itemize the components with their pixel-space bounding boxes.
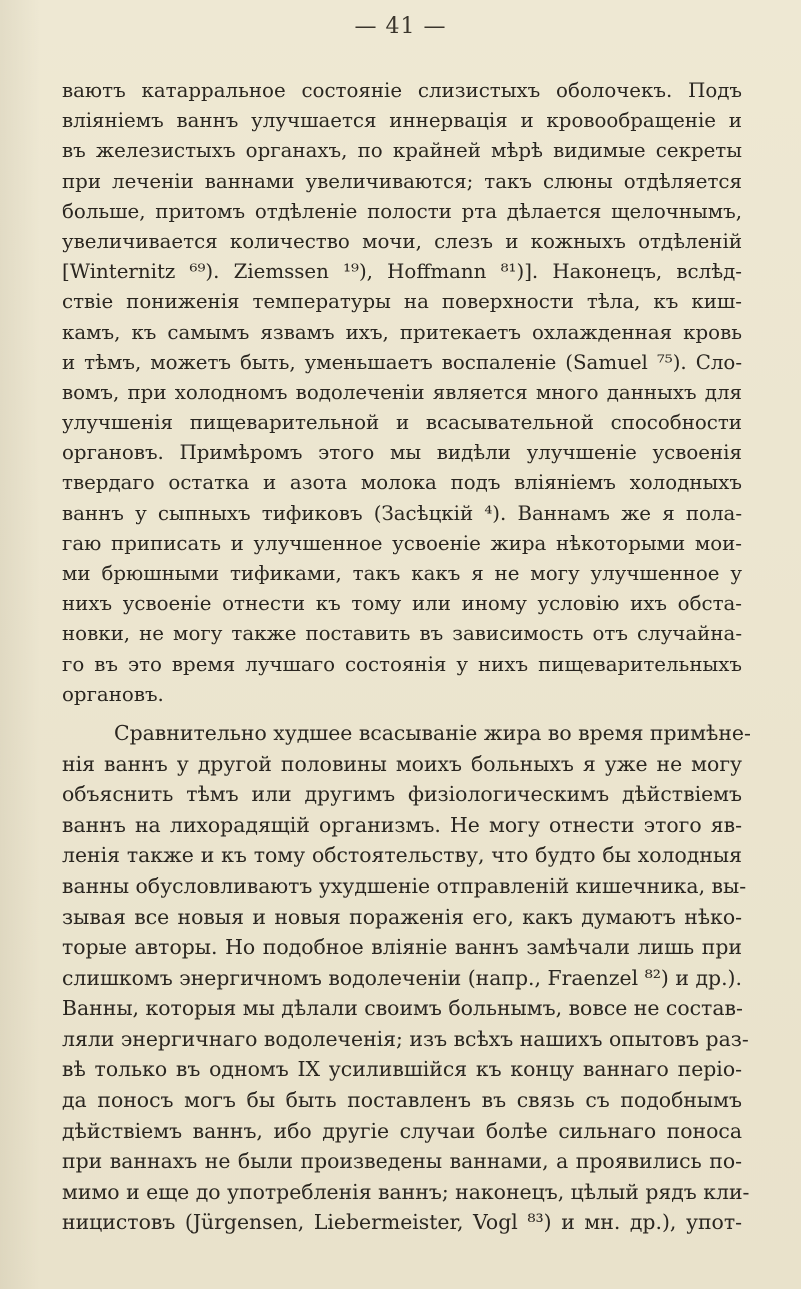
text-line: Ванны, которыя мы дѣлали своимъ больнымъ, вовсе не состав- bbox=[62, 996, 743, 1021]
text-line: ваннъ у сыпныхъ тификовъ (Засѣцкій ⁴). Ваннамъ же я пола- bbox=[62, 501, 742, 525]
text-line: зывая все новыя и новыя пораженія его, какъ думаютъ нѣко- bbox=[62, 904, 742, 929]
text-line: органовъ. Примѣромъ этого мы видѣли улучшеніе усвоенія bbox=[62, 441, 742, 465]
text-line: при ваннахъ не были произведены ваннами, а проявились по- bbox=[62, 1149, 742, 1174]
text-line: вомъ, при холодномъ водолеченіи является много данныхъ для bbox=[62, 380, 742, 404]
text-line: ляли энергичнаго водолеченія; изъ всѣхъ нашихъ опытовъ раз- bbox=[62, 1026, 749, 1051]
text-line: ванны обусловливаютъ ухудшеніе отправленій кишечника, вы- bbox=[62, 873, 747, 898]
text-line: камъ, къ самымъ язвамъ ихъ, притекаетъ охлажденная кровь bbox=[62, 320, 742, 344]
text-line: [Winternitz ⁶⁹). Ziemssen ¹⁹), Hoffmann ⁸¹)]. Наконецъ, вслѣд- bbox=[62, 260, 742, 284]
paragraph-2 bbox=[62, 718, 751, 1238]
text-line: и тѣмъ, можетъ быть, уменьшаетъ воспаленіе (Samuel ⁷⁵). Сло- bbox=[62, 350, 742, 374]
text-line: нія ваннъ у другой половины моихъ больныхъ я уже не могу bbox=[62, 751, 742, 776]
text-line: торые авторы. Но подобное вліяніе ваннъ замѣчали лишь при bbox=[62, 935, 742, 960]
text-line: слишкомъ энергичномъ водолеченіи (напр., Fraenzel ⁸²) и др.). bbox=[62, 965, 742, 990]
body-text bbox=[62, 76, 751, 1238]
text-line: ваннъ на лихорадящій организмъ. Не могу отнести этого яв- bbox=[62, 812, 742, 837]
paragraph-1 bbox=[62, 76, 742, 710]
text-line: дѣйствіемъ ваннъ, ибо другіе случаи болѣе сильнаго поноса bbox=[62, 1118, 742, 1143]
text-line: го въ это время лучшаго состоянія у нихъ пищеварительныхъ bbox=[62, 652, 742, 676]
text-line: вліяніемъ ваннъ улучшается иннервація и кровообращеніе и bbox=[62, 109, 742, 133]
page-number: — 41 — bbox=[354, 14, 447, 39]
text-line: больше, притомъ отдѣленіе полости рта дѣлается щелочнымъ, bbox=[62, 199, 742, 223]
text-line: новки, не могу также поставить въ зависимость отъ случайна- bbox=[62, 622, 742, 646]
text-line: органовъ. bbox=[62, 682, 164, 706]
text-line: увеличивается количество мочи, слезъ и кожныхъ отдѣленій bbox=[62, 229, 742, 253]
text-line: объяснить тѣмъ или другимъ физіологическимъ дѣйствіемъ bbox=[62, 782, 742, 807]
text-line: ствіе пониженія температуры на поверхности тѣла, къ киш- bbox=[62, 290, 742, 314]
text-line: улучшенія пищеварительной и всасывательной способности bbox=[62, 411, 742, 435]
text-line: гаю приписать и улучшенное усвоеніе жира нѣкоторыми мои- bbox=[62, 531, 742, 555]
text-line: ми брюшными тификами, такъ какъ я не могу улучшенное у bbox=[62, 562, 742, 585]
text-line: да поносъ могъ бы быть поставленъ въ связь съ подобнымъ bbox=[62, 1088, 742, 1113]
text-line: нихъ усвоеніе отнести къ тому или иному условію ихъ обста- bbox=[62, 592, 742, 616]
text-line: ваютъ катарральное состояніе слизистыхъ оболочекъ. Подъ bbox=[62, 79, 742, 102]
text-line: вѣ только въ одномъ IX усилившійся къ концу ваннаго періо- bbox=[62, 1057, 742, 1082]
text-line: въ железистыхъ органахъ, по крайней мѣрѣ видимые секреты bbox=[62, 139, 742, 163]
text-line: ленія также и къ тому обстоятельству, что будто бы холодныя bbox=[62, 843, 742, 868]
text-line: Сравнительно худшее всасываніе жира во время примѣне- bbox=[114, 720, 751, 745]
text-line: мимо и еще до употребленія ваннъ; наконецъ, цѣлый рядъ кли- bbox=[62, 1179, 750, 1204]
text-line: ницистовъ (Jürgensen, Liebermeister, Vogl ⁸³) и мн. др.), упот- bbox=[62, 1210, 742, 1235]
text-line: при леченіи ваннами увеличиваются; такъ слюны отдѣляется bbox=[62, 169, 742, 193]
text-line: твердаго остатка и азота молока подъ вліяніемъ холодныхъ bbox=[62, 471, 742, 495]
